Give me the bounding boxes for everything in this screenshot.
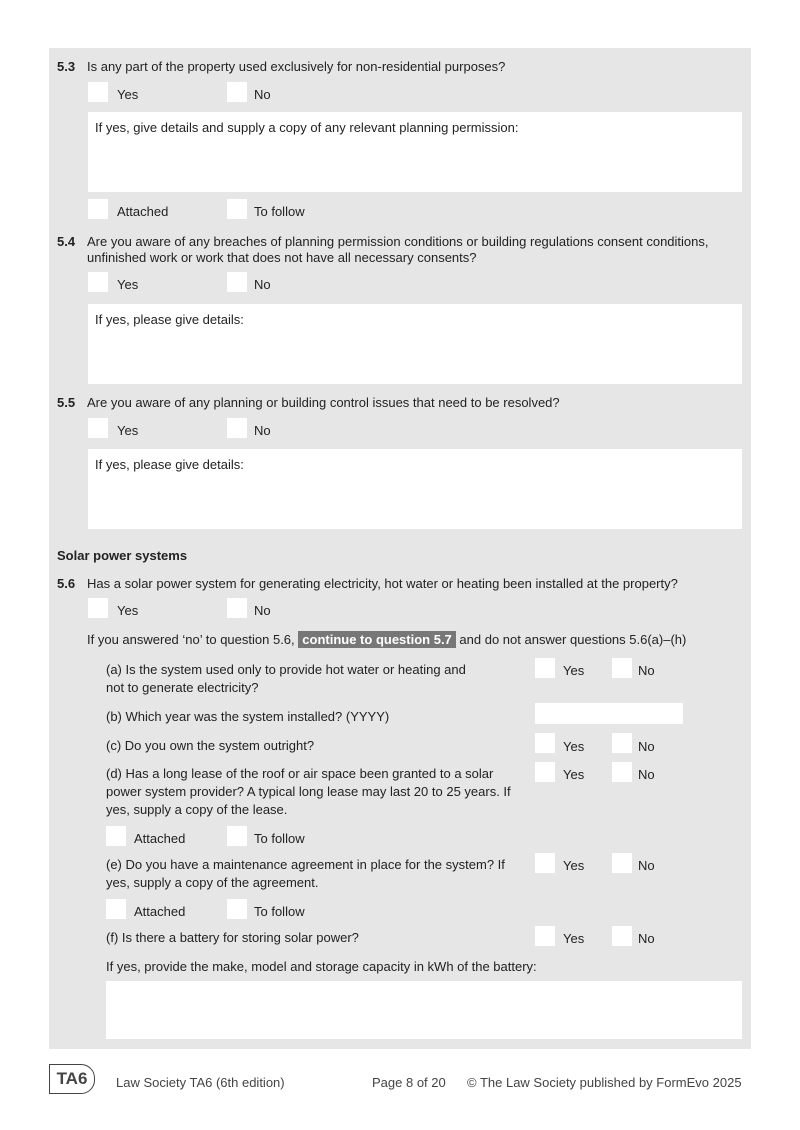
q56-instruction-prefix: If you answered ‘no’ to question 5.6, [87, 632, 295, 647]
q56e-yes-label: Yes [563, 858, 585, 873]
q53-details-prompt: If yes, give details and supply a copy of any relevant planning permission: [95, 120, 519, 135]
q53-attached-checkbox[interactable] [88, 199, 108, 219]
q56e-to-follow-checkbox[interactable] [227, 899, 247, 919]
q56a-no-label: No [638, 663, 655, 678]
q53-yes-label: Yes [117, 87, 139, 102]
q56d-text: (d) Has a long lease of the roof or air space been granted to a solar power system provider? A typical long lease may last 20 to 25 years. If yes, supply a copy of the lease. [106, 766, 511, 817]
question-text-5-3: Is any part of the property used exclusively for non-residential purposes? [87, 59, 506, 74]
q53-to-follow-label: To follow [254, 204, 305, 219]
q55-yes-label: Yes [117, 423, 139, 438]
q56d-to-follow-checkbox[interactable] [227, 826, 247, 846]
q56e-attached-label: Attached [134, 904, 186, 919]
question-text-5-4: Are you aware of any breaches of planning permission conditions or building regulations consent conditions, unfinished work or work that does not have all necessary consents? [87, 234, 709, 265]
q56f-no-label: No [638, 931, 655, 946]
question-number-5-5: 5.5 [57, 395, 76, 410]
q53-attached-label: Attached [117, 204, 169, 219]
q56e-text: (e) Do you have a maintenance agreement in place for the system? If yes, supply a copy of the agreement. [106, 857, 505, 890]
section-heading-solar: Solar power systems [57, 548, 188, 563]
form-badge: TA6 [49, 1064, 95, 1094]
q56f-yes-label: Yes [563, 931, 585, 946]
q56c-yes-label: Yes [563, 739, 585, 754]
q56d-to-follow-label: To follow [254, 831, 305, 846]
q56e-no-checkbox[interactable] [612, 853, 632, 873]
q53-details-field[interactable] [88, 112, 742, 192]
q56c-text: (c) Do you own the system outright? [106, 738, 315, 753]
q56-no-checkbox[interactable] [227, 598, 247, 618]
q56c-no-checkbox[interactable] [612, 733, 632, 753]
q56a-text: (a) Is the system used only to provide hot water or heating and not to generate electricity? [106, 662, 466, 695]
q56a-yes-checkbox[interactable] [535, 658, 555, 678]
q55-details-field[interactable] [88, 449, 742, 529]
question-text-5-6: Has a solar power system for generating electricity, hot water or heating been installed at the property? [87, 576, 678, 591]
q56c-no-label: No [638, 739, 655, 754]
footer-page-number: Page 8 of 20 [372, 1075, 446, 1090]
q56d-yes-label: Yes [563, 767, 585, 782]
q56-no-label: No [254, 603, 271, 618]
question-number-5-3: 5.3 [57, 59, 76, 74]
q54-yes-label: Yes [117, 277, 139, 292]
q54-no-label: No [254, 277, 271, 292]
q56f-no-checkbox[interactable] [612, 926, 632, 946]
q56c-yes-checkbox[interactable] [535, 733, 555, 753]
continue-to-5-7-note: continue to question 5.7 [298, 631, 456, 648]
q56d-attached-checkbox[interactable] [106, 826, 126, 846]
q53-to-follow-checkbox[interactable] [227, 199, 247, 219]
q56d-attached-label: Attached [134, 831, 186, 846]
q56e-attached-checkbox[interactable] [106, 899, 126, 919]
q56f-text: (f) Is there a battery for storing solar power? [106, 930, 359, 945]
q56e-yes-checkbox[interactable] [535, 853, 555, 873]
q56-yes-label: Yes [117, 603, 139, 618]
footer-copyright: © The Law Society published by FormEvo 2025 [467, 1075, 742, 1090]
q56b-year-input[interactable] [535, 703, 683, 724]
q54-no-checkbox[interactable] [227, 272, 247, 292]
q55-no-checkbox[interactable] [227, 418, 247, 438]
q53-no-checkbox[interactable] [227, 82, 247, 102]
question-text-5-5: Are you aware of any planning or building control issues that need to be resolved? [87, 395, 560, 410]
q56f-yes-checkbox[interactable] [535, 926, 555, 946]
q56e-no-label: No [638, 858, 655, 873]
q56-yes-checkbox[interactable] [88, 598, 108, 618]
q55-details-prompt: If yes, please give details: [95, 457, 244, 472]
q56d-yes-checkbox[interactable] [535, 762, 555, 782]
q53-yes-checkbox[interactable] [88, 82, 108, 102]
q54-details-field[interactable] [88, 304, 742, 384]
q56d-no-checkbox[interactable] [612, 762, 632, 782]
q56a-no-checkbox[interactable] [612, 658, 632, 678]
footer-form-name: Law Society TA6 (6th edition) [116, 1075, 285, 1090]
question-number-5-4: 5.4 [57, 234, 76, 249]
q56f-details-prompt: If yes, provide the make, model and storage capacity in kWh of the battery: [106, 959, 537, 974]
q56a-yes-label: Yes [563, 663, 585, 678]
q54-yes-checkbox[interactable] [88, 272, 108, 292]
q56f-battery-details-field[interactable] [106, 981, 742, 1039]
q56e-to-follow-label: To follow [254, 904, 305, 919]
q54-details-prompt: If yes, please give details: [95, 312, 244, 327]
q56-instruction [87, 632, 686, 647]
q55-no-label: No [254, 423, 271, 438]
q56b-text: (b) Which year was the system installed? (YYYY) [106, 709, 390, 724]
q56-instruction-suffix: and do not answer questions 5.6(a)–(h) [459, 632, 687, 647]
q56d-no-label: No [638, 767, 655, 782]
q53-no-label: No [254, 87, 271, 102]
question-number-5-6: 5.6 [57, 576, 76, 591]
q55-yes-checkbox[interactable] [88, 418, 108, 438]
